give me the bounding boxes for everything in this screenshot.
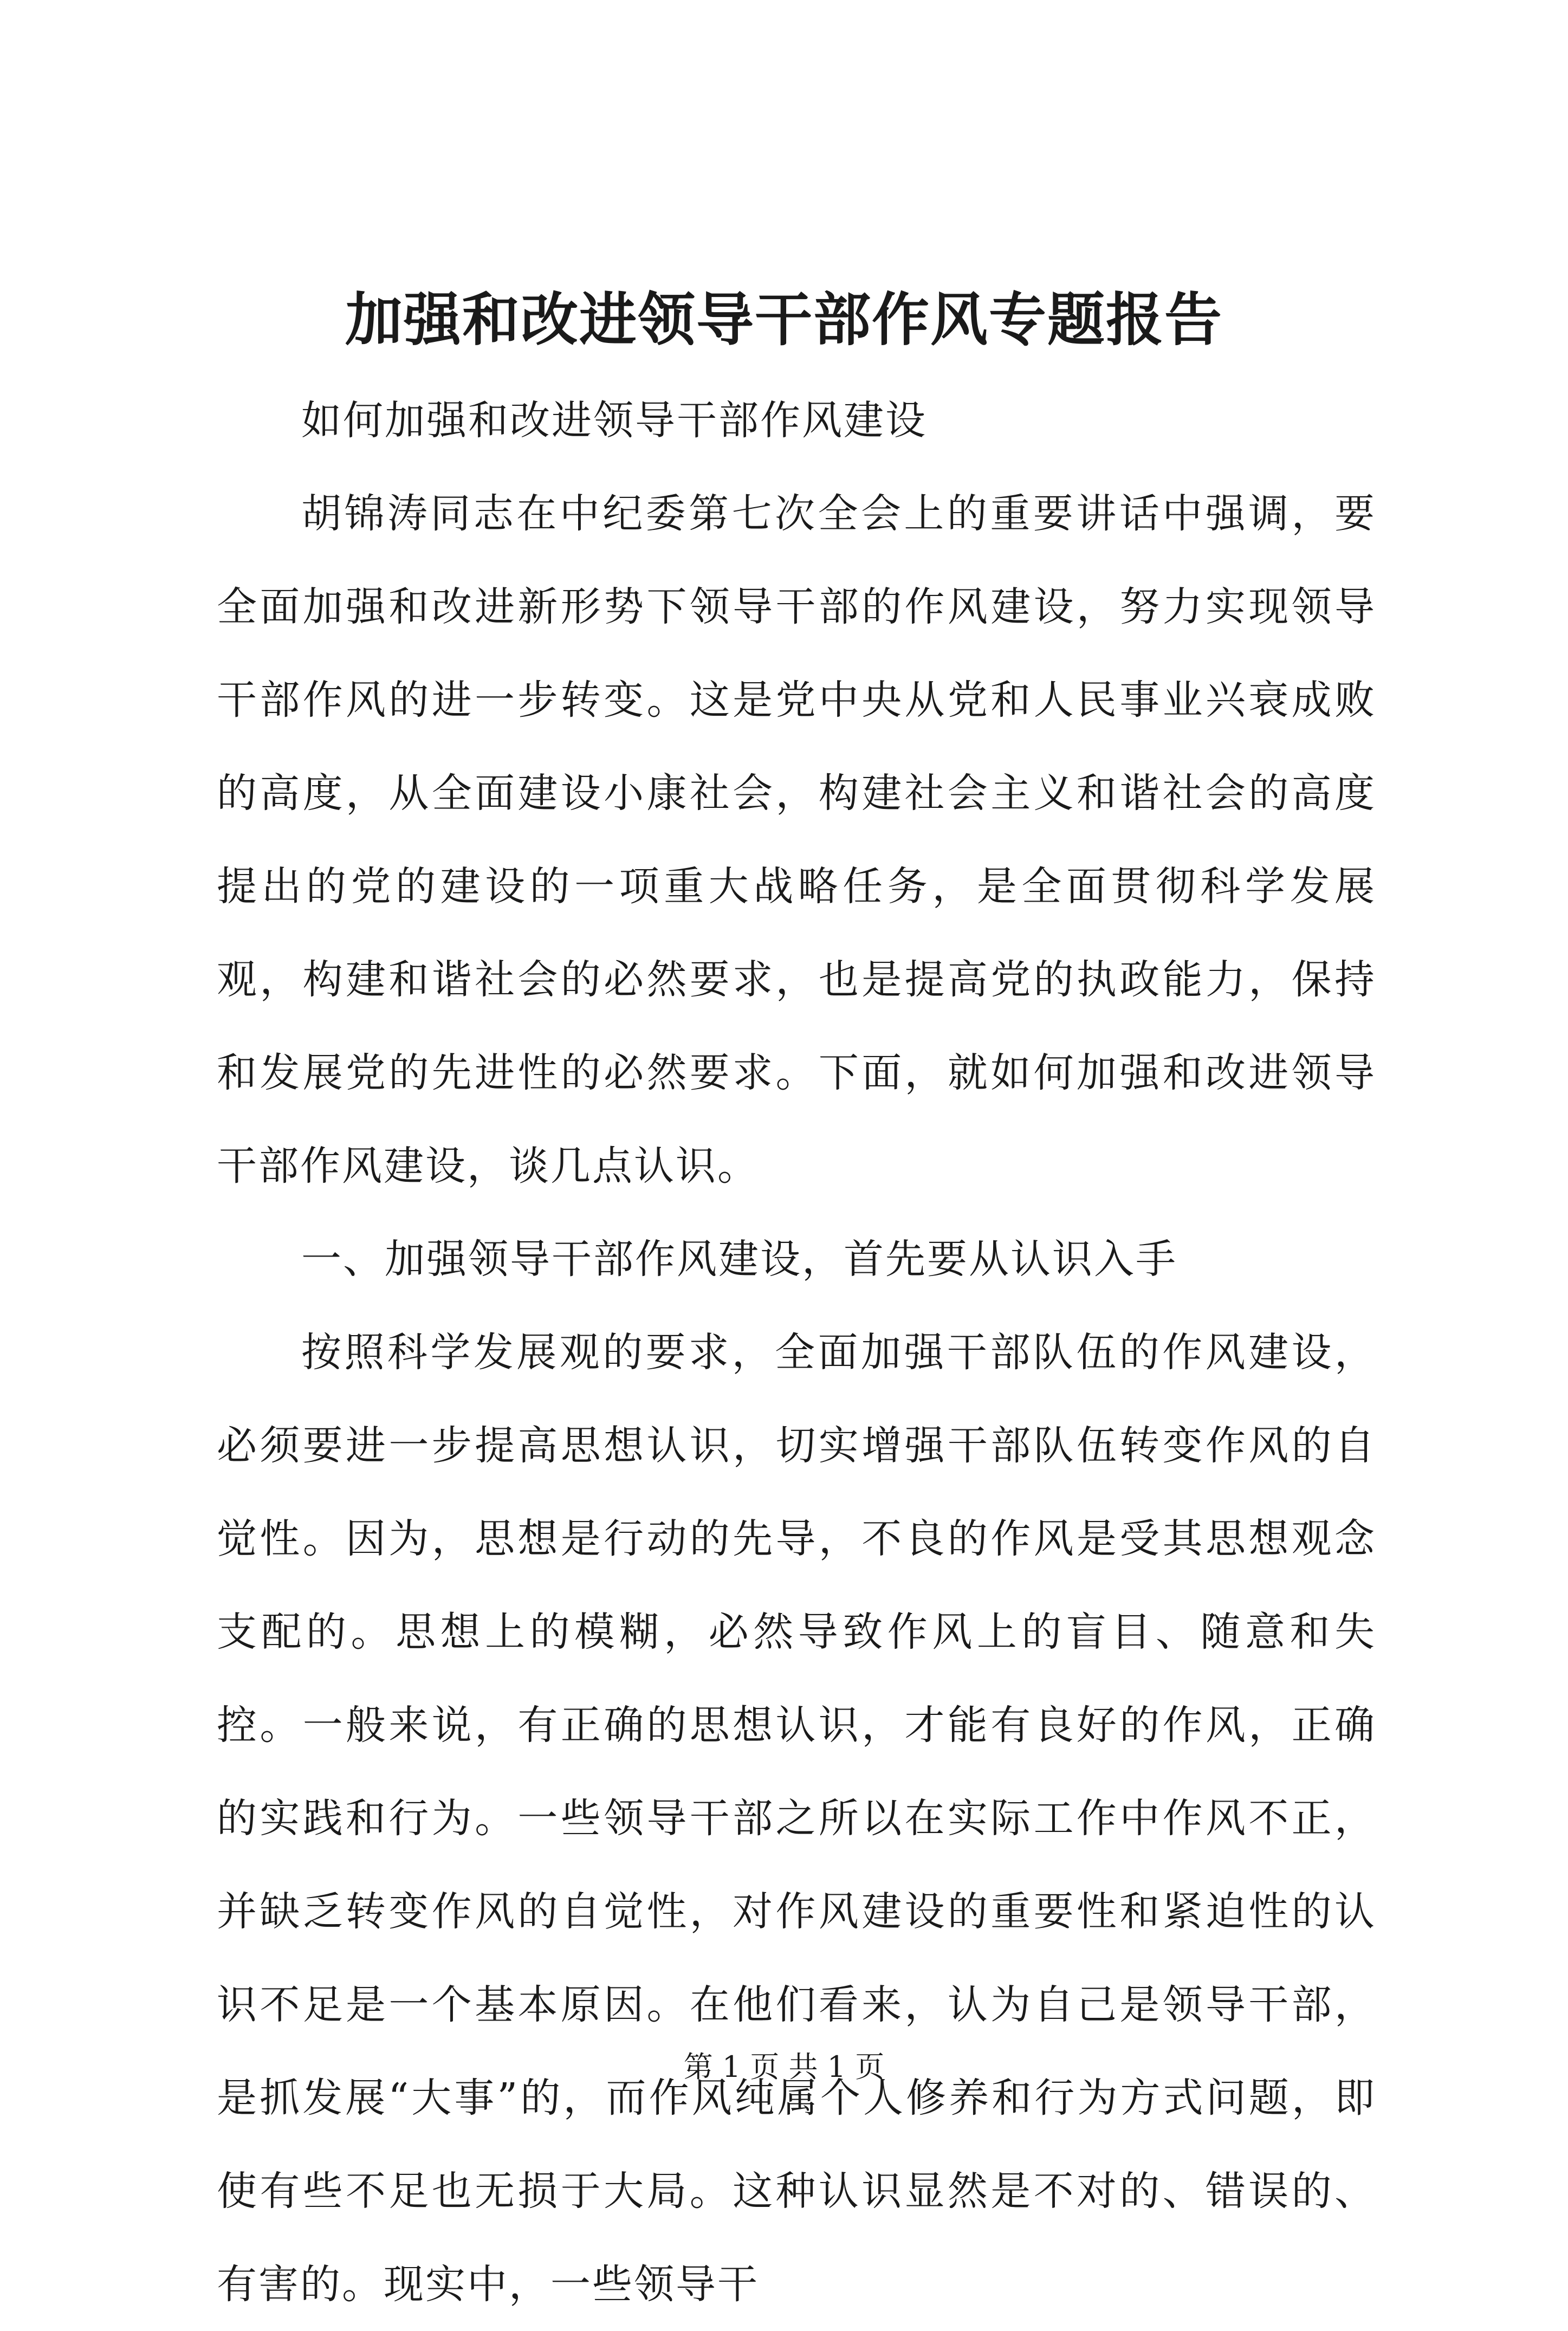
page-footer: 第 1 页 共 1 页 — [683, 2050, 885, 2084]
subtitle-paragraph: 如何加强和改进领导干部作风建设 — [301, 397, 927, 444]
document-title: 加强和改进领导干部作风专题报告 — [345, 286, 1223, 353]
document-body — [217, 374, 1376, 2331]
section-heading: 一、加强领导干部作风建设，首先要从认识入手 — [301, 1236, 1177, 1283]
body-paragraph: 胡锦涛同志在中纪委第七次全会上的重要讲话中强调，要全面加强和改进新形势下领导干部的作风建设，努力实现领导干部作风的进一步转变。这是党中央从党和人民事业兴衰成败的高度，从全面建设小康社会，构建社会主义和谐社会的高度提出的党的建设的一项重大战略任务，是全面贯彻科学发展观，构建和谐社会的必然要求，也是提高党的执政能力，保持和发展党的先进性的必然要求。下面，就如何加强和改进领导干部作风建设，谈几点认识。 — [217, 490, 1376, 1189]
body-paragraph: 按照科学发展观的要求，全面加强干部队伍的作风建设，必须要进一步提高思想认识，切实增强干部队伍转变作风的自觉性。因为，思想是行动的先导，不良的作风是受其思想观念支配的。思想上的模糊，必然导致作风上的盲目、随意和失控。一般来说，有正确的思想认识，才能有良好的作风，正确的实践和行为。一些领导干部之所以在实际工作中作风不正，并缺乏转变作风的自觉性，对作风建设的重要性和紧迫性的认识不足是一个基本原因。在他们看来，认为自己是领导干部，是抓发展“大事”的，而作风纯属个人修养和行为方式问题，即使有些不足也无损于大局。这种认识显然是不对的、错误的、有害的。现实中，一些领导干 — [217, 1329, 1376, 2308]
